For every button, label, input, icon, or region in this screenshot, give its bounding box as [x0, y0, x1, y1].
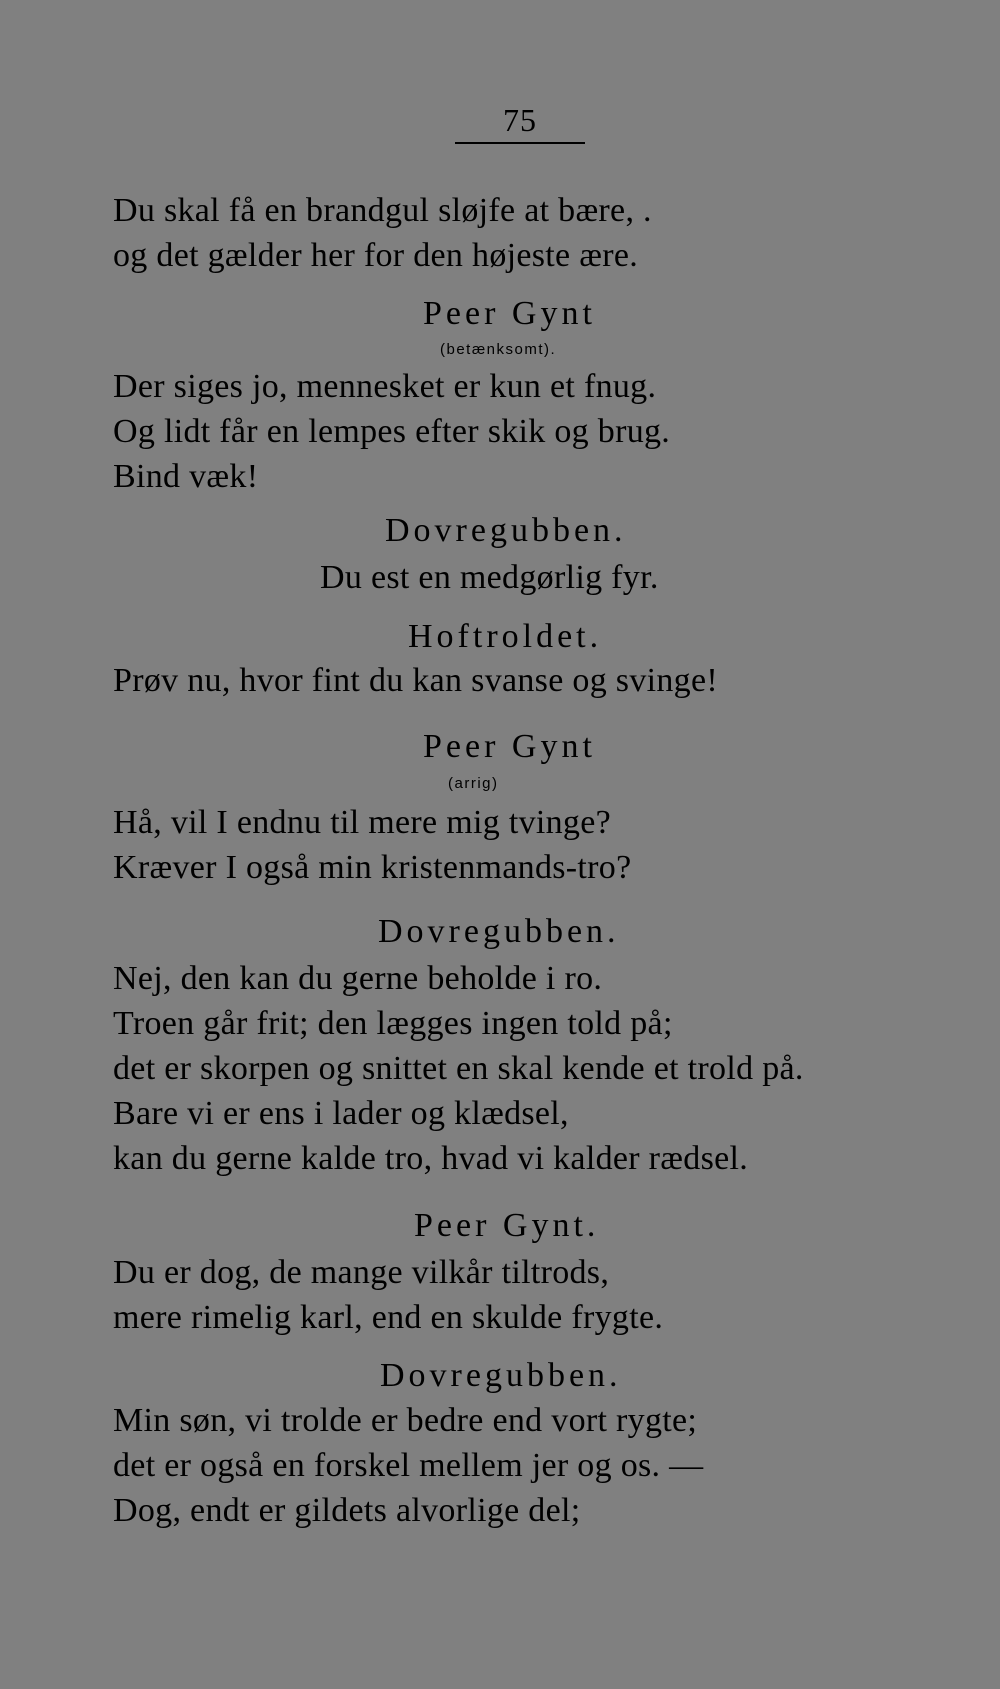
verse-line: Prøv nu, hvor fint du kan svanse og svinge!: [113, 662, 718, 699]
verse-line: Min søn, vi trolde er bedre end vort rygte;: [113, 1402, 698, 1439]
speaker-name: Hoftroldet.: [408, 618, 603, 655]
verse-line: det er også en forskel mellem jer og os. —: [113, 1447, 704, 1484]
verse-line: kan du gerne kalde tro, hvad vi kalder rædsel.: [113, 1140, 749, 1177]
stage-direction: (betænksomt).: [440, 341, 557, 358]
verse-block: [113, 956, 960, 1181]
verse-line: Og lidt får en lempes efter skik og brug.: [113, 413, 671, 450]
verse-line: mere rimelig karl, end en skulde frygte.: [113, 1299, 664, 1336]
verse-block: [320, 555, 960, 600]
verse-block: [113, 800, 960, 890]
speaker-name: Dovregubben.: [378, 913, 620, 950]
stage-direction: (arrig): [448, 775, 499, 792]
verse-line: Du skal få en brandgul sløjfe at bære, .: [113, 192, 652, 229]
speaker-name: Dovregubben.: [385, 512, 627, 549]
verse-block: [113, 658, 960, 703]
verse-line: det er skorpen og snittet en skal kende et trold på.: [113, 1050, 804, 1087]
verse-line: Du er dog, de mange vilkår tiltrods,: [113, 1254, 610, 1291]
verse-line: Bind væk!: [113, 458, 259, 495]
verse-line: Du est en medgørlig fyr.: [320, 559, 659, 596]
verse-line: Hå, vil I endnu til mere mig tvinge?: [113, 804, 612, 841]
verse-block: [113, 1250, 960, 1340]
page-number: 75: [455, 100, 585, 144]
verse-line: Der siges jo, mennesket er kun et fnug.: [113, 368, 657, 405]
speaker-name: Dovregubben.: [380, 1357, 622, 1394]
verse-block: [113, 188, 960, 278]
verse-line: og det gælder her for den højeste ære.: [113, 237, 639, 274]
verse-line: Kræver I også min kristenmands-tro?: [113, 849, 632, 886]
speaker-name: Peer Gynt.: [414, 1207, 600, 1244]
verse-line: Dog, endt er gildets alvorlige del;: [113, 1492, 581, 1529]
speaker-name: Peer Gynt: [423, 728, 596, 765]
verse-line: Bare vi er ens i lader og klædsel,: [113, 1095, 569, 1132]
verse-block: [113, 364, 960, 499]
verse-block: [113, 1398, 960, 1533]
verse-line: Nej, den kan du gerne beholde i ro.: [113, 960, 603, 997]
speaker-name: Peer Gynt: [423, 295, 596, 332]
verse-line: Troen går frit; den lægges ingen told på;: [113, 1005, 673, 1042]
